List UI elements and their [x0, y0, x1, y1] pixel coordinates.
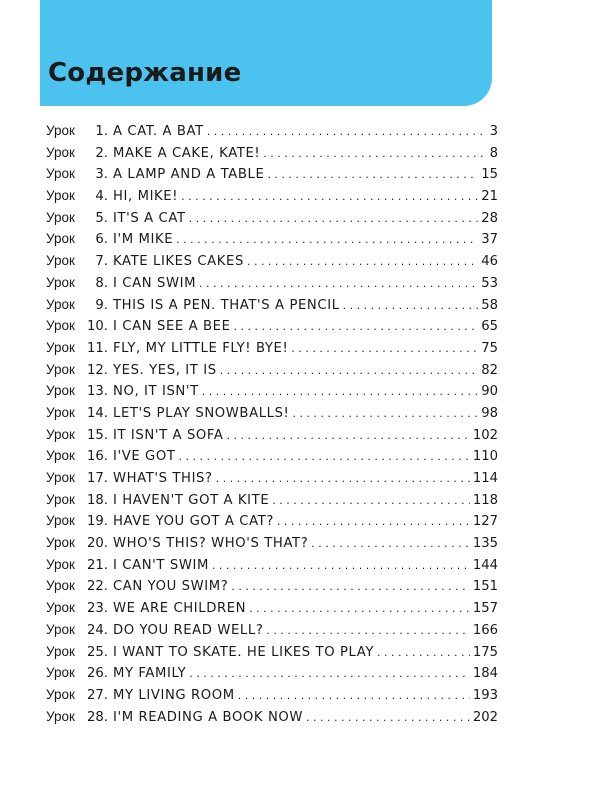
- lesson-number: 11.: [87, 340, 108, 356]
- lesson-number: 3.: [95, 167, 108, 183]
- toc-entry-9[interactable]: [46, 294, 498, 316]
- page-number: 157: [472, 601, 498, 617]
- toc-entry-2[interactable]: [46, 142, 498, 164]
- lesson-prefix: Урок: [46, 708, 75, 724]
- lesson-prefix: Урок: [46, 665, 75, 681]
- toc-entry-28[interactable]: [46, 706, 498, 728]
- lesson-prefix: Урок: [46, 123, 75, 138]
- lesson-prefix: Урок: [46, 361, 75, 377]
- dot-leader: [199, 273, 478, 295]
- lesson-prefix: Урок: [46, 556, 75, 572]
- dot-leader: [277, 511, 470, 533]
- page-title: Содержание: [48, 58, 242, 88]
- toc-entry-8[interactable]: [46, 272, 498, 294]
- lesson-number: 14.: [87, 405, 108, 421]
- lesson-title: A CAT. A BAT: [113, 124, 204, 139]
- lesson-prefix: Урок: [46, 166, 75, 182]
- lesson-title: I'M READING A BOOK NOW: [113, 709, 304, 725]
- lesson-prefix: Урок: [46, 686, 75, 702]
- page-number: 202: [472, 709, 498, 725]
- lesson-title: CAN YOU SWIM?: [113, 579, 229, 595]
- lesson-prefix: Урок: [46, 339, 75, 355]
- lesson-prefix: Урок: [46, 491, 75, 507]
- dot-leader: [227, 425, 470, 447]
- lesson-number: 7.: [95, 254, 108, 270]
- toc-entry-6[interactable]: [46, 228, 498, 250]
- lesson-number: 21.: [87, 557, 108, 573]
- dot-leader: [291, 338, 478, 360]
- toc-entry-21[interactable]: [46, 554, 498, 576]
- lesson-title: YES. YES, IT IS: [113, 362, 217, 378]
- lesson-number: 16.: [87, 449, 108, 465]
- lesson-number: 25.: [87, 644, 108, 660]
- lesson-title: WE ARE CHILDREN: [113, 601, 247, 617]
- lesson-prefix: Урок: [46, 253, 75, 269]
- page-number: 114: [472, 471, 498, 486]
- lesson-prefix: Урок: [46, 578, 75, 594]
- lesson-title: I'M MIKE: [113, 232, 174, 248]
- lesson-prefix: Урок: [46, 296, 75, 312]
- page-number: 175: [472, 644, 498, 660]
- dot-leader: [202, 381, 478, 403]
- lesson-number: 4.: [95, 189, 108, 205]
- toc-entry-15[interactable]: [46, 424, 498, 446]
- toc-entry-22[interactable]: [46, 575, 498, 597]
- lesson-title: KATE LIKES CAKES: [113, 254, 244, 270]
- toc-entry-7[interactable]: [46, 250, 498, 272]
- dot-leader: [234, 316, 479, 338]
- lesson-prefix: Урок: [46, 274, 75, 290]
- lesson-prefix: Урок: [46, 426, 75, 442]
- dot-leader: [189, 663, 469, 685]
- lesson-number: 19.: [87, 514, 108, 530]
- lesson-title: IT'S A CAT: [113, 210, 186, 226]
- toc-entry-5[interactable]: [46, 207, 498, 229]
- toc-entry-24[interactable]: [46, 619, 498, 641]
- toc-entry-4[interactable]: [46, 185, 498, 207]
- lesson-number: 1.: [95, 124, 108, 139]
- lesson-prefix: Урок: [46, 470, 75, 485]
- dot-leader: [212, 555, 470, 577]
- lesson-number: 13.: [87, 384, 108, 400]
- toc-entry-16[interactable]: [46, 445, 498, 467]
- page-number: 166: [472, 622, 498, 638]
- lesson-title: MAKE A CAKE, KATE!: [113, 145, 261, 161]
- page-number: 90: [481, 384, 498, 400]
- toc-entry-23[interactable]: [46, 597, 498, 619]
- toc-entry-14[interactable]: [46, 402, 498, 424]
- dot-leader: [292, 403, 478, 425]
- lesson-title: FLY, MY LITTLE FLY! BYE!: [113, 340, 289, 356]
- dot-leader: [231, 576, 470, 598]
- toc-entry-1[interactable]: [46, 120, 498, 142]
- page-number: 193: [472, 687, 498, 703]
- toc-entry-27[interactable]: [46, 684, 498, 706]
- toc-entry-10[interactable]: [46, 315, 498, 337]
- lesson-title: HAVE YOU GOT A CAT?: [113, 514, 274, 530]
- toc-entry-17[interactable]: [46, 467, 498, 489]
- lesson-number: 27.: [87, 687, 108, 703]
- lesson-prefix: Урок: [46, 643, 75, 659]
- page-number: 37: [481, 232, 498, 248]
- lesson-number: 5.: [95, 210, 108, 226]
- dot-leader: [311, 533, 470, 555]
- lesson-number: 28.: [87, 709, 108, 725]
- lesson-prefix: Урок: [46, 144, 75, 160]
- page-number: 75: [481, 340, 498, 356]
- lesson-prefix: Урок: [46, 621, 75, 637]
- header-banner: [40, 0, 492, 106]
- lesson-prefix: Урок: [46, 188, 75, 204]
- dot-leader: [238, 685, 470, 707]
- lesson-number: 22.: [87, 579, 108, 595]
- lesson-title: NO, IT ISN'T: [113, 384, 199, 400]
- page-number: 3: [489, 124, 498, 139]
- page-number: 53: [481, 275, 498, 291]
- lesson-title: I WANT TO SKATE. HE LIKES TO PLAY: [113, 644, 375, 660]
- lesson-title: LET'S PLAY SNOWBALLS!: [113, 405, 290, 421]
- page-number: 98: [481, 405, 498, 421]
- lesson-title: IT ISN'T A SOFA: [113, 427, 224, 443]
- toc-entry-13[interactable]: [46, 380, 498, 402]
- lesson-title: THIS IS A PEN. THAT'S A PENCIL: [113, 297, 340, 313]
- page-number: 144: [472, 557, 498, 573]
- dot-leader: [249, 598, 470, 620]
- page-number: 21: [481, 189, 498, 205]
- lesson-title: A LAMP AND A TABLE: [113, 167, 265, 183]
- lesson-number: 26.: [87, 666, 108, 682]
- toc-entry-3[interactable]: [46, 163, 498, 185]
- page-number: 110: [472, 449, 498, 465]
- page-number: 127: [472, 514, 498, 530]
- toc-entry-12[interactable]: [46, 359, 498, 381]
- lesson-prefix: Урок: [46, 231, 75, 247]
- lesson-title: MY FAMILY: [113, 666, 187, 682]
- lesson-title: DO YOU READ WELL?: [113, 622, 264, 638]
- lesson-title: I CAN SWIM: [113, 275, 197, 291]
- page-number: 135: [472, 536, 498, 552]
- lesson-title: I CAN SEE A BEE: [113, 319, 231, 335]
- page-number: 46: [481, 254, 498, 270]
- page-number: 102: [472, 427, 498, 443]
- page-number: 82: [481, 362, 498, 378]
- lesson-prefix: Урок: [46, 448, 75, 464]
- lesson-prefix: Урок: [46, 318, 75, 334]
- lesson-prefix: Урок: [46, 535, 75, 551]
- page-number: 58: [481, 297, 498, 313]
- lesson-number: 12.: [87, 362, 108, 378]
- lesson-prefix: Урок: [46, 209, 75, 225]
- page-number: 8: [489, 145, 498, 161]
- dot-leader: [176, 229, 478, 251]
- lesson-title: I HAVEN'T GOT A KITE: [113, 492, 270, 508]
- lesson-number: 23.: [87, 601, 108, 617]
- dot-leader: [220, 360, 479, 382]
- lesson-number: 20.: [87, 536, 108, 552]
- toc-entry-25[interactable]: [46, 641, 498, 663]
- lesson-number: 18.: [87, 492, 108, 508]
- dot-leader: [267, 164, 478, 186]
- lesson-title: MY LIVING ROOM: [113, 687, 235, 703]
- lesson-title: I CAN'T SWIM: [113, 557, 209, 573]
- page-number: 118: [472, 492, 498, 508]
- lesson-number: 8.: [95, 275, 108, 291]
- toc-entry-11[interactable]: [46, 337, 498, 359]
- lesson-number: 2.: [95, 145, 108, 161]
- lesson-number: 15.: [87, 427, 108, 443]
- lesson-number: 24.: [87, 622, 108, 638]
- lesson-prefix: Урок: [46, 513, 75, 529]
- dot-leader: [181, 186, 478, 208]
- lesson-prefix: Урок: [46, 600, 75, 616]
- dot-leader: [263, 143, 486, 165]
- dot-leader: [266, 620, 469, 642]
- dot-leader: [189, 208, 479, 230]
- toc-entry-20[interactable]: [46, 532, 498, 554]
- page-number: 28: [481, 210, 498, 226]
- lesson-prefix: Урок: [46, 404, 75, 420]
- lesson-number: 6.: [95, 232, 108, 248]
- dot-leader: [343, 295, 479, 317]
- lesson-title: WHAT'S THIS?: [113, 471, 213, 486]
- page-number: 65: [481, 319, 498, 335]
- toc-entry-18[interactable]: [46, 489, 498, 511]
- page-number: 151: [472, 579, 498, 595]
- lesson-title: HI, MIKE!: [113, 189, 179, 205]
- toc-entry-19[interactable]: [46, 510, 498, 532]
- page-number: 184: [472, 666, 498, 682]
- lesson-prefix: Урок: [46, 383, 75, 399]
- dot-leader: [207, 121, 487, 143]
- dot-leader: [377, 642, 470, 664]
- table-of-contents: [46, 120, 498, 727]
- dot-leader: [247, 251, 478, 273]
- toc-entry-26[interactable]: [46, 662, 498, 684]
- dot-leader: [306, 707, 470, 729]
- lesson-number: 10.: [87, 319, 108, 335]
- lesson-title: I'VE GOT: [113, 449, 176, 465]
- dot-leader: [179, 446, 470, 468]
- dot-leader: [216, 468, 470, 490]
- lesson-title: WHO'S THIS? WHO'S THAT?: [113, 536, 309, 552]
- dot-leader: [272, 490, 470, 512]
- lesson-number: 17.: [87, 471, 108, 486]
- lesson-number: 9.: [95, 297, 108, 313]
- page-number: 15: [481, 167, 498, 183]
